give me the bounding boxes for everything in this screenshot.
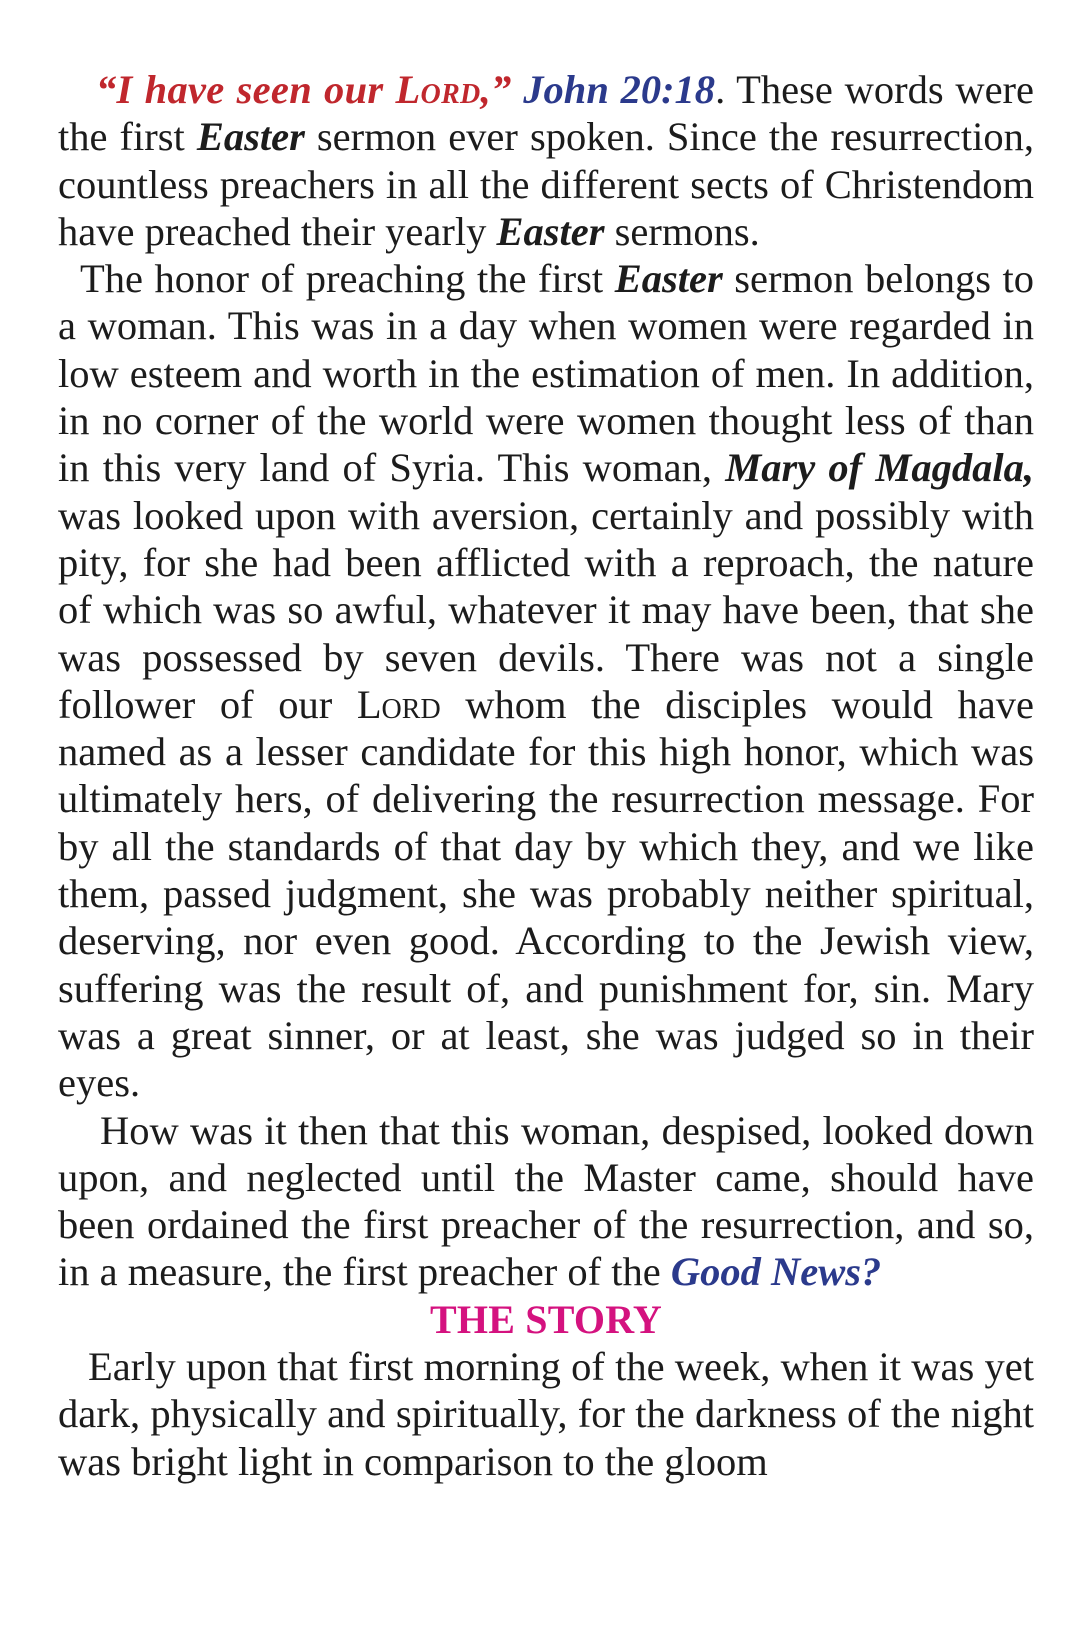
body-text: sermons. <box>604 208 760 254</box>
page-body <box>58 66 1034 1485</box>
body-text: was looked upon with aversion, certainly and possibly with pity, for she had been afflicted with a reproach, the nature of which was so awful, whatever it may have been, that she was possessed by seven devils. There was not a single follower of our <box>58 492 1034 727</box>
emphasis-good-news: Good News? <box>670 1249 882 1295</box>
scripture-reference: John 20:18 <box>523 67 716 112</box>
paragraph-mary <box>58 255 1034 1106</box>
emphasis-mary-of-magdala: Mary of Magdala, <box>725 445 1034 491</box>
body-text: sermon belongs to a woman. This was in a day when women were regarded in low esteem and worth in the estimation of men. In addition, in no corner of the world were women thought less of than in this very land of Syria. This woman, <box>58 256 1034 491</box>
body-text: How was it then that this woman, despised, looked down upon, and neglected until the Master came, should have been ordained the first preacher of the resurrection, and so, in a measure, the first preacher of the <box>58 1107 1034 1295</box>
body-text: These words were the first <box>58 67 1035 160</box>
paragraph-intro <box>58 66 1034 255</box>
quote-text: “I have seen our <box>96 67 396 112</box>
paragraph-question <box>58 1107 1034 1296</box>
emphasis-easter: Easter <box>614 256 723 302</box>
paragraph-story <box>58 1343 1034 1485</box>
emphasis-easter: Easter <box>196 114 305 160</box>
body-text: whom the disciples would have named as a lesser candidate for this high honor, which was ultimately hers, of delivering the resurrection message. For by all the standards of that day by which they, and we like them, passed judgment, she was probably neither spiritual, deserving, nor even good. According to the Jewish view, suffering was the result of, and punishment for, sin. Mary was a great sinner, or at least, she was judged so in their eyes. <box>58 681 1034 1106</box>
scripture-quote <box>96 67 512 112</box>
lord-small-caps: Lord <box>356 681 441 727</box>
body-text: sermon ever spoken. Since the resurrection, countless preachers in all the different sects of Christendom have preached their yearly <box>58 114 1034 254</box>
quote-close: ,” <box>480 67 512 112</box>
section-heading: THE STORY <box>430 1296 662 1342</box>
reference-period: . <box>715 67 726 112</box>
body-text: The honor of preaching the first <box>80 256 615 302</box>
body-text: Early upon that first morning of the week, when it was yet dark, physically and spiritually, for the darkness of the night was bright light in comparison to the gloom <box>58 1344 1034 1484</box>
quote-lord: Lord <box>395 67 481 112</box>
emphasis-easter: Easter <box>496 208 605 254</box>
